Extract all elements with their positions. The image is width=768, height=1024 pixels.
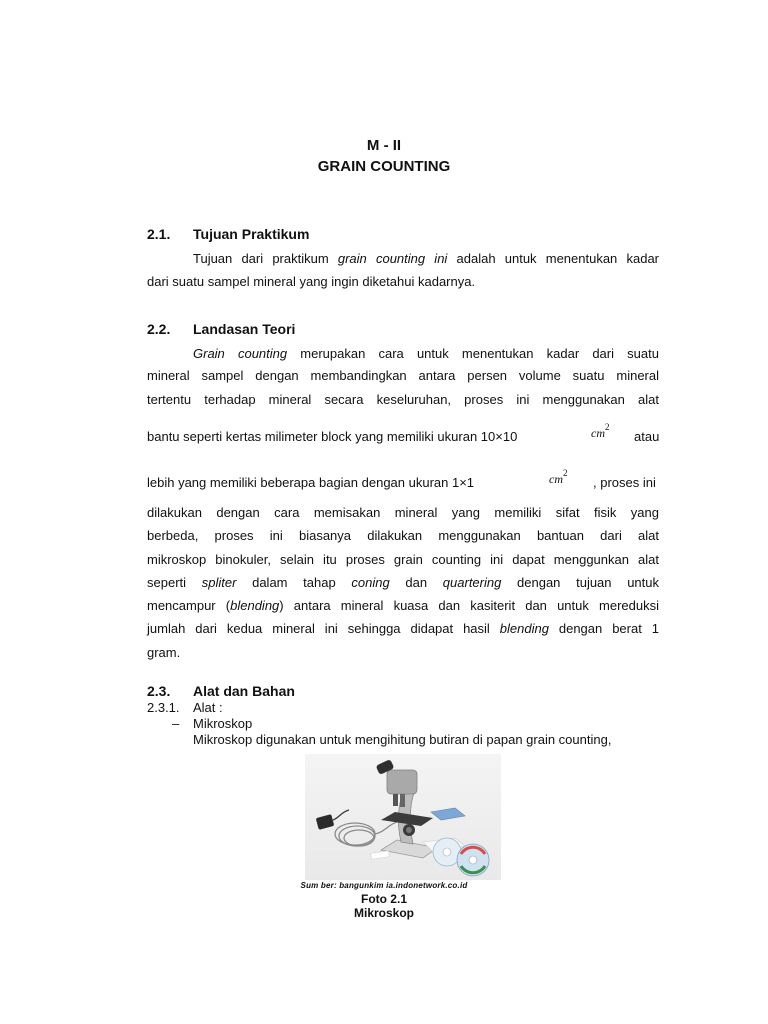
- paragraph-line: berbeda, proses ini biasanya dilakukan menggunakan bantuan dari alat: [147, 528, 659, 543]
- figure-source: Sum ber: bangunkim ia.indonetwork.co.id: [300, 881, 468, 890]
- section-title-2-1: Tujuan Praktikum: [193, 226, 310, 242]
- microscope-photo: [305, 754, 501, 880]
- paragraph-word: , proses ini: [593, 475, 656, 490]
- section-title-2-2: Landasan Teori: [193, 321, 296, 337]
- section-title-2-3: Alat dan Bahan: [193, 683, 295, 699]
- figure-label: Foto 2.1: [360, 892, 407, 906]
- list-item-description: Mikroskop digunakan untuk mengihitung butiran di papan grain counting,: [193, 732, 612, 747]
- section-number-2-2: 2.2.: [147, 321, 171, 337]
- paragraph-line: gram.: [147, 645, 181, 660]
- module-number: M - II: [366, 137, 402, 154]
- unit-cm2: $cm^2$: [549, 468, 568, 486]
- paragraph-line: lebih yang memiliki beberapa bagian dengan ukuran 1×1: [147, 475, 475, 490]
- paragraph-line: bantu seperti kertas milimeter block yang memiliki ukuran 10×10: [147, 429, 518, 444]
- paragraph-line: mikroskop binokuler, selain itu proses grain counting ini dapat menggunkan alat: [147, 552, 659, 567]
- section-number-2-1: 2.1.: [147, 226, 171, 242]
- paragraph-line: dari suatu sampel mineral yang ingin diketahui kadarnya.: [147, 274, 476, 289]
- list-item: Mikroskop: [193, 716, 253, 731]
- subsection-number: 2.3.1.: [147, 700, 180, 715]
- paragraph-line: mineral sampel dengan membandingkan antara persen volume suatu mineral: [147, 368, 659, 383]
- unit-cm2: $cm^2$: [591, 422, 610, 440]
- paragraph-word: atau: [634, 429, 660, 444]
- paragraph-line: mencampur (blending) antara mineral kuasa dan kasiterit dan untuk mereduksi: [147, 598, 659, 613]
- paragraph-line: dilakukan dengan cara memisakan mineral yang memiliki sifat fisik yang: [147, 505, 659, 520]
- page-title: GRAIN COUNTING: [317, 158, 451, 175]
- list-dash: –: [172, 716, 180, 731]
- section-number-2-3: 2.3.: [147, 683, 171, 699]
- paragraph-line: Grain counting merupakan cara untuk menentukan kadar dari suatu: [193, 346, 659, 361]
- paragraph-line: jumlah dari kedua mineral ini sehingga didapat hasil blending dengan berat 1: [147, 621, 660, 636]
- subsection-title: Alat :: [193, 700, 223, 715]
- paragraph-line: seperti spliter dalam tahap coning dan quartering dengan tujuan untuk: [147, 575, 660, 590]
- figure-caption: Mikroskop: [353, 906, 414, 920]
- microscope-icon: [305, 754, 501, 880]
- paragraph-line: tertentu terhadap mineral secara keseluruhan, proses ini menggunakan alat: [147, 392, 659, 407]
- paragraph-line: Tujuan dari praktikum grain counting ini adalah untuk menentukan kadar: [193, 251, 659, 266]
